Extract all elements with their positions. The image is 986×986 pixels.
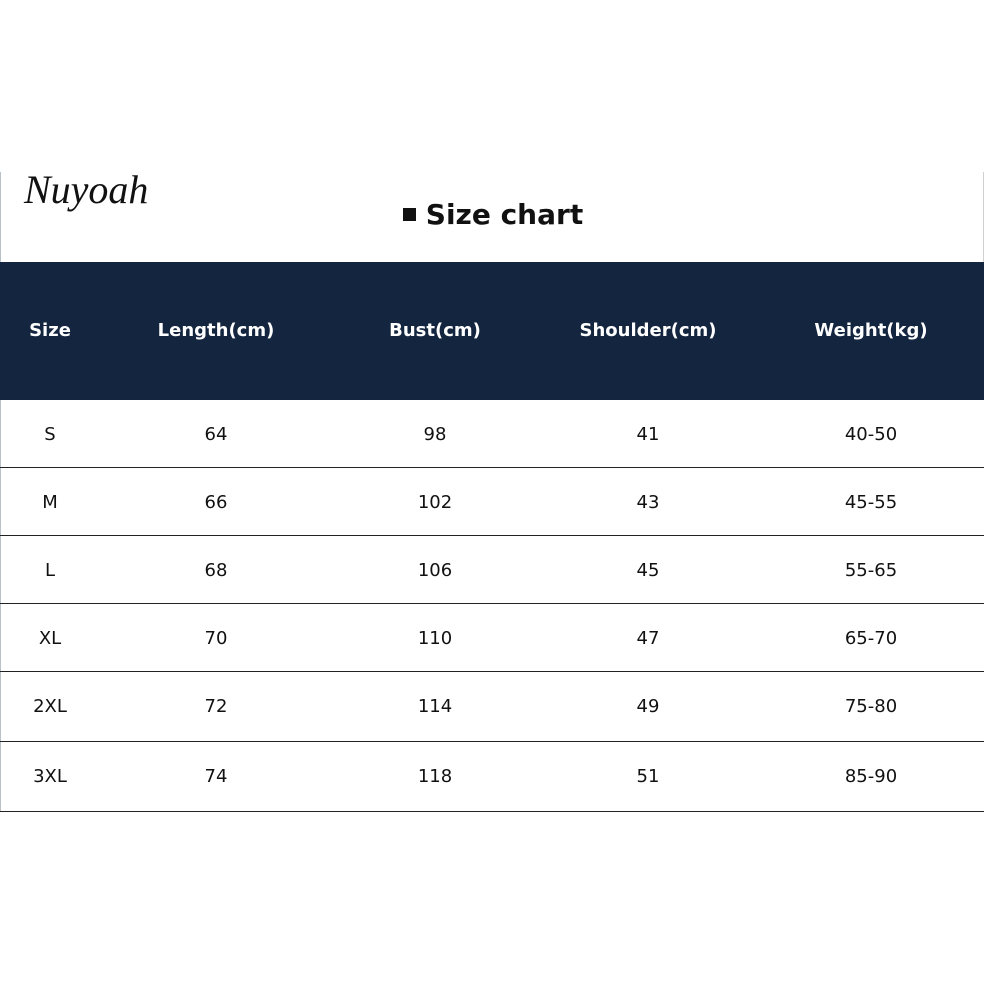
column-header: Size [29, 320, 71, 341]
column-header: Bust(cm) [389, 320, 481, 341]
table-cell: 85-90 [844, 766, 898, 787]
square-bullet-icon [403, 208, 416, 221]
table-cell: XL [38, 628, 62, 649]
table-cell: 55-65 [844, 560, 898, 581]
table-cell: M [42, 492, 58, 513]
table-cell: 49 [636, 696, 660, 717]
page-title [0, 198, 986, 231]
table-cell: 65-70 [844, 628, 898, 649]
table-cell: 2XL [33, 696, 67, 717]
brand-logo: Nuyoah [24, 167, 149, 212]
table-cell: 72 [204, 696, 228, 717]
table-cell: 45 [636, 560, 660, 581]
table-cell: 64 [204, 424, 228, 445]
table-cell: 41 [636, 424, 660, 445]
table-cell: 118 [417, 766, 453, 787]
table-row [0, 536, 984, 604]
table-cell: 75-80 [844, 696, 898, 717]
table-cell: 68 [204, 560, 228, 581]
table-cell: 102 [417, 492, 453, 513]
table-cell: 74 [204, 766, 228, 787]
table-cell: 47 [636, 628, 660, 649]
table-cell: 43 [636, 492, 660, 513]
table-header [0, 262, 984, 400]
table-row [0, 672, 984, 742]
table-cell: 40-50 [844, 424, 898, 445]
table-cell: 45-55 [844, 492, 898, 513]
table-cell: 98 [423, 424, 447, 445]
table-cell: 70 [204, 628, 228, 649]
column-header: Shoulder(cm) [579, 320, 717, 341]
table-cell: 106 [417, 560, 453, 581]
table-cell: 3XL [33, 766, 67, 787]
column-header: Length(cm) [157, 320, 275, 341]
table-row [0, 400, 984, 468]
table-row [0, 742, 984, 812]
table-cell: 51 [636, 766, 660, 787]
table-cell: L [44, 560, 56, 581]
table-row [0, 604, 984, 672]
column-header: Weight(kg) [814, 320, 928, 341]
table-cell: 114 [417, 696, 453, 717]
title-text: Size chart [425, 198, 584, 231]
table-cell: 110 [417, 628, 453, 649]
table-cell: S [44, 424, 56, 445]
table-row [0, 468, 984, 536]
table-cell: 66 [204, 492, 228, 513]
